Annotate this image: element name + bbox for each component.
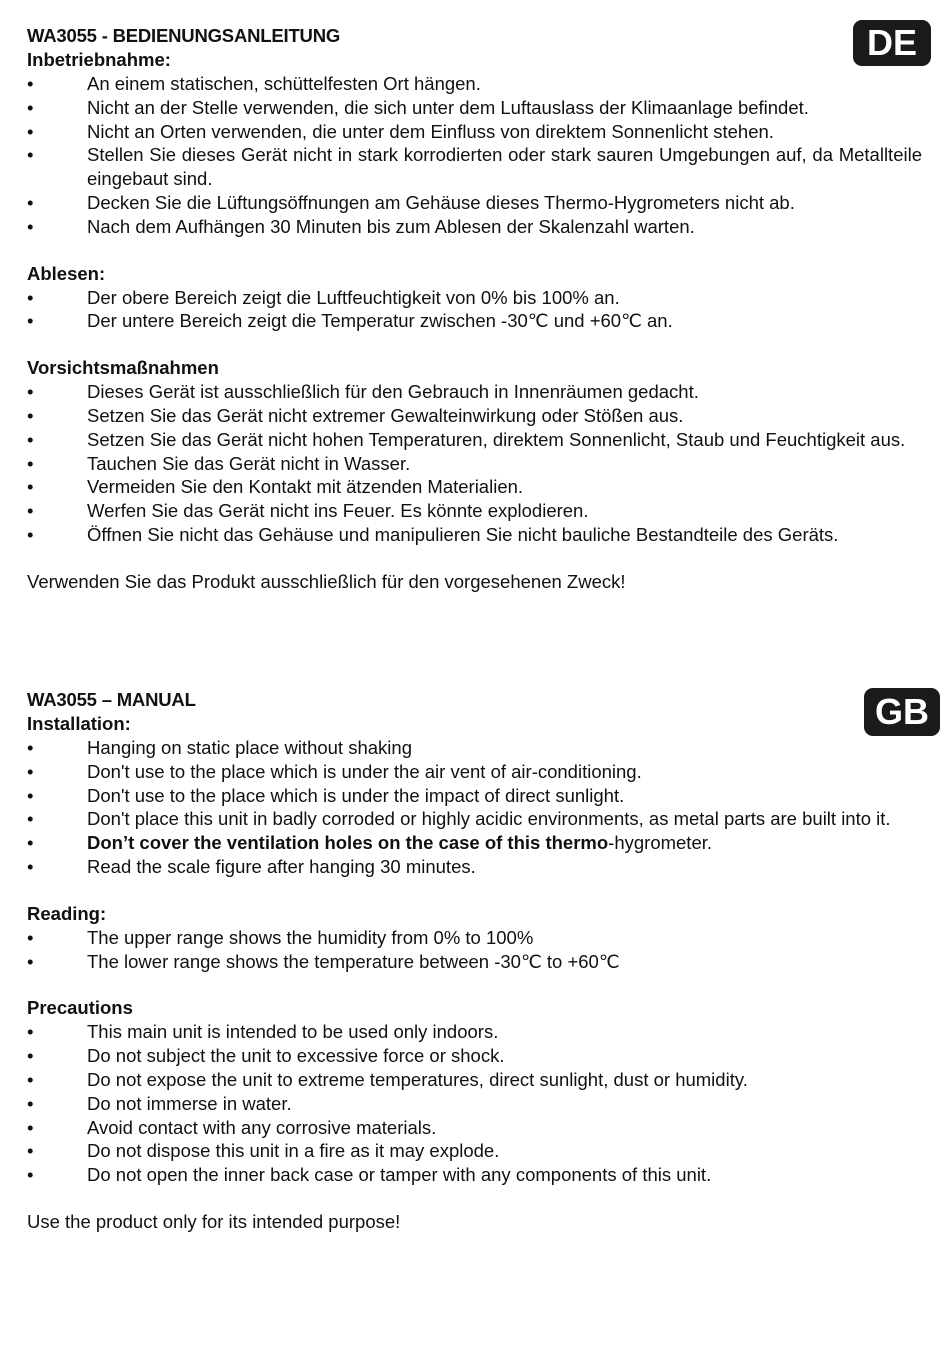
list-item: • Don't use to the place which is under the air vent of air-conditioning. (27, 760, 922, 784)
list-item: • Do not subject the unit to excessive force or shock. (27, 1044, 922, 1068)
list-item (27, 831, 922, 855)
list-item: • Don't use to the place which is under the impact of direct sunlight. (27, 784, 922, 808)
document-title-gb: WA3055 – MANUAL (27, 689, 196, 710)
list-item: • Setzen Sie das Gerät nicht hohen Temperaturen, direktem Sonnenlicht, Staub und Feuchtigkeit aus. (27, 428, 922, 452)
list-item: • Tauchen Sie das Gerät nicht in Wasser. (27, 452, 922, 476)
list-item: • An einem statischen, schüttelfesten Ort hängen. (27, 72, 922, 96)
list-item: • Avoid contact with any corrosive materials. (27, 1116, 922, 1140)
installation-list-de (27, 72, 922, 239)
list-item: • Read the scale figure after hanging 30 minutes. (27, 855, 922, 879)
installation-heading-gb: Installation: (27, 713, 131, 734)
list-item: • This main unit is intended to be used only indoors. (27, 1020, 922, 1044)
list-item: • Don't place this unit in badly corroded or highly acidic environments, as metal parts are built into it. (27, 807, 922, 831)
language-badge-de: DE (853, 20, 931, 66)
reading-heading-de: Ablesen: (27, 262, 106, 284)
precautions-list-de (27, 380, 922, 547)
reading-list-de (27, 286, 922, 334)
list-item: • The upper range shows the humidity from 0% to 100% (27, 926, 922, 950)
list-item: • Hanging on static place without shaking (27, 736, 922, 760)
section-german (27, 24, 922, 594)
list-item: • Decken Sie die Lüftungsöffnungen am Gehäuse dieses Thermo-Hygrometers nicht ab. (27, 191, 922, 215)
installation-heading-de: Inbetriebnahme: (27, 49, 171, 70)
list-item: • Do not open the inner back case or tamper with any components of this unit. (27, 1163, 922, 1187)
list-item: • Der untere Bereich zeigt die Temperatur zwischen -30℃ und +60℃ an. (27, 309, 922, 333)
bold-text: Don’t cover the ventilation holes on the case of this thermo (87, 832, 609, 854)
list-item: • Do not expose the unit to extreme temperatures, direct sunlight, dust or humidity. (27, 1068, 922, 1092)
list-item: • Do not dispose this unit in a fire as it may explode. (27, 1139, 922, 1163)
closing-note-de: Verwenden Sie das Produkt ausschließlich für den vorgesehenen Zweck! (27, 570, 626, 592)
precautions-heading-de: Vorsichtsmaßnahmen (27, 357, 219, 379)
installation-list-gb (27, 736, 922, 879)
list-item: • Do not immerse in water. (27, 1092, 922, 1116)
document-title-de: WA3055 - BEDIENUNGSANLEITUNG (27, 25, 341, 46)
list-item: • Nicht an Orten verwenden, die unter dem Einfluss von direktem Sonnenlicht stehen. (27, 120, 922, 144)
closing-note-gb: Use the product only for its intended purpose! (27, 1210, 401, 1232)
list-item: • Stellen Sie dieses Gerät nicht in stark korrodierten oder stark sauren Umgebungen auf, da Metallteile eingebaut sind. (27, 143, 922, 191)
normal-text: -hygrometer. (608, 832, 713, 854)
reading-heading-gb: Reading: (27, 902, 107, 924)
language-badge-gb: GB (864, 688, 940, 736)
list-item: • Setzen Sie das Gerät nicht extremer Gewalteinwirkung oder Stößen aus. (27, 404, 922, 428)
list-item: • Nicht an der Stelle verwenden, die sich unter dem Luftauslass der Klimaanlage befindet. (27, 96, 922, 120)
precautions-list-gb (27, 1020, 922, 1187)
list-item: • Nach dem Aufhängen 30 Minuten bis zum Ablesen der Skalenzahl warten. (27, 215, 922, 239)
list-item: • Dieses Gerät ist ausschließlich für den Gebrauch in Innenräumen gedacht. (27, 380, 922, 404)
list-item: • Der obere Bereich zeigt die Luftfeuchtigkeit von 0% bis 100% an. (27, 286, 922, 310)
list-item: • Vermeiden Sie den Kontakt mit ätzenden Materialien. (27, 475, 922, 499)
list-item: • The lower range shows the temperature between -30℃ to +60℃ (27, 950, 922, 974)
reading-list-gb (27, 926, 922, 974)
section-english (27, 688, 922, 1234)
precautions-heading-gb: Precautions (27, 997, 133, 1019)
list-item: • Werfen Sie das Gerät nicht ins Feuer. Es könnte explodieren. (27, 499, 922, 523)
list-item: • Öffnen Sie nicht das Gehäuse und manipulieren Sie nicht bauliche Bestandteile des Geräts. (27, 523, 922, 547)
